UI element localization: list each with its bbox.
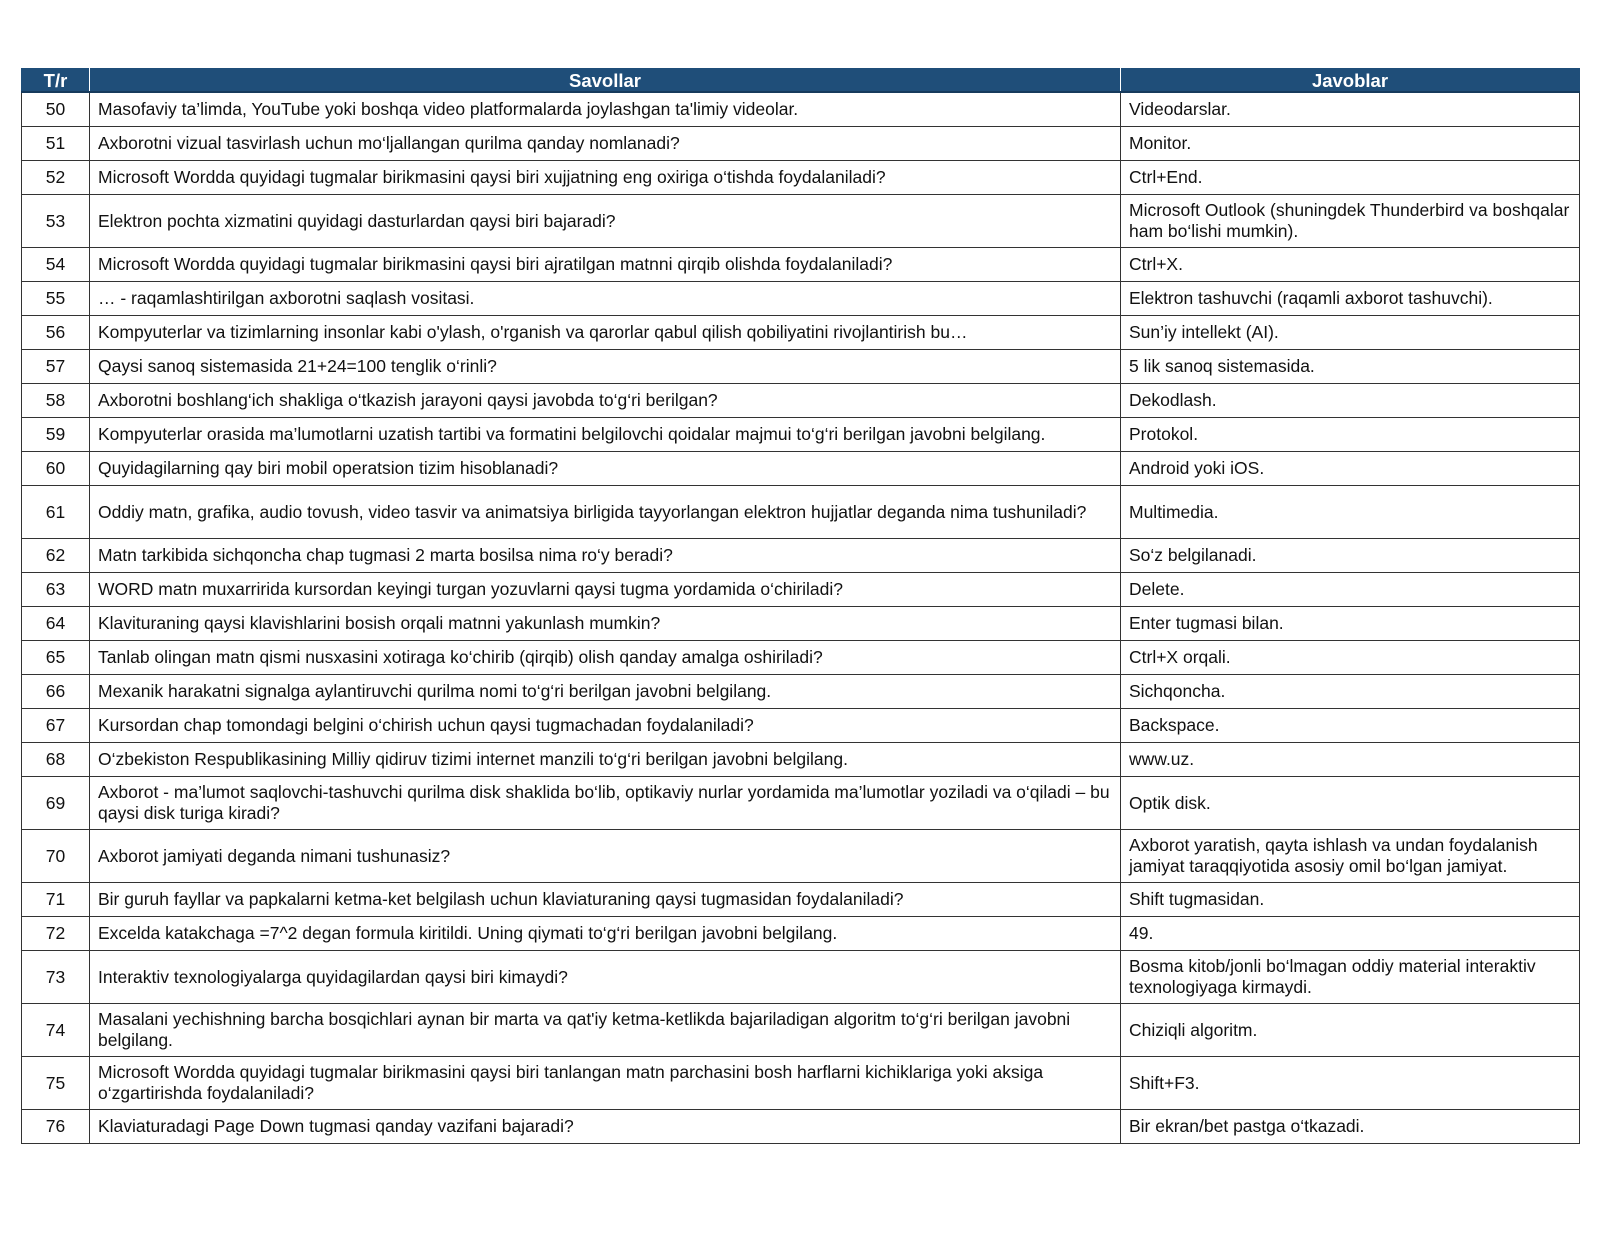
question-cell: Microsoft Wordda quyidagi tugmalar birikmasini qaysi biri ajratilgan matnni qirqib olishda foydalaniladi? — [90, 248, 1121, 282]
question-cell: O‘zbekiston Respublikasining Milliy qidiruv tizimi internet manzili to‘g‘ri berilgan javobni belgilang. — [90, 743, 1121, 777]
row-number: 51 — [22, 127, 90, 161]
answer-cell: Axborot yaratish, qayta ishlash va undan foydalanish jamiyat taraqqiyotida asosiy omil bo‘lgan jamiyat. — [1121, 830, 1580, 883]
question-cell: Kompyuterlar orasida ma’lumotlarni uzatish tartibi va formatini belgilovchi qoidalar majmui to‘g‘ri berilgan javobni belgilang. — [90, 418, 1121, 452]
table-row — [22, 384, 1580, 418]
row-number: 53 — [22, 195, 90, 248]
table-row — [22, 883, 1580, 917]
table-row — [22, 951, 1580, 1004]
answer-cell: Ctrl+End. — [1121, 161, 1580, 195]
table-row — [22, 486, 1580, 539]
question-cell: Bir guruh fayllar va papkalarni ketma-ket belgilash uchun klaviaturaning qaysi tugmasidan foydalaniladi? — [90, 883, 1121, 917]
table-row — [22, 418, 1580, 452]
row-number: 71 — [22, 883, 90, 917]
answer-cell: Monitor. — [1121, 127, 1580, 161]
row-number: 66 — [22, 675, 90, 709]
answer-cell: Dekodlash. — [1121, 384, 1580, 418]
answer-cell: Optik disk. — [1121, 777, 1580, 830]
question-cell: Interaktiv texnologiyalarga quyidagilardan qaysi biri kimaydi? — [90, 951, 1121, 1004]
row-number: 63 — [22, 573, 90, 607]
table-row — [22, 607, 1580, 641]
table-row — [22, 92, 1580, 127]
table-row — [22, 917, 1580, 951]
table-row — [22, 539, 1580, 573]
answer-cell: Delete. — [1121, 573, 1580, 607]
question-cell: Masalani yechishning barcha bosqichlari aynan bir marta va qat'iy ketma-ketlikda bajariladigan algoritm to‘g‘ri berilgan javobni belgilang. — [90, 1004, 1121, 1057]
table-row — [22, 127, 1580, 161]
answer-cell: Shift+F3. — [1121, 1057, 1580, 1110]
row-number: 54 — [22, 248, 90, 282]
question-cell: Kompyuterlar va tizimlarning insonlar kabi o'ylash, o'rganish va qarorlar qabul qilish qobiliyatini rivojlantirish bu… — [90, 316, 1121, 350]
question-cell: Masofaviy ta’limda, YouTube yoki boshqa video platformalarda joylashgan ta'limiy videolar. — [90, 92, 1121, 127]
table-row — [22, 248, 1580, 282]
question-cell: Elektron pochta xizmatini quyidagi dasturlardan qaysi biri bajaradi? — [90, 195, 1121, 248]
header-row — [22, 69, 1580, 93]
question-cell: … - raqamlashtirilgan axborotni saqlash vositasi. — [90, 282, 1121, 316]
row-number: 76 — [22, 1110, 90, 1144]
row-number: 70 — [22, 830, 90, 883]
row-number: 72 — [22, 917, 90, 951]
header-answers: Javoblar — [1121, 69, 1580, 93]
question-cell: Qaysi sanoq sistemasida 21+24=100 tenglik o‘rinli? — [90, 350, 1121, 384]
answer-cell: www.uz. — [1121, 743, 1580, 777]
question-cell: Microsoft Wordda quyidagi tugmalar birikmasini qaysi biri tanlangan matn parchasini bosh harflarni kichiklariga yoki aksiga o‘zgartirishda foydalaniladi? — [90, 1057, 1121, 1110]
answer-cell: Multimedia. — [1121, 486, 1580, 539]
answer-cell: Sun’iy intellekt (AI). — [1121, 316, 1580, 350]
row-number: 50 — [22, 92, 90, 127]
question-cell: Oddiy matn, grafika, audio tovush, video tasvir va animatsiya birligida tayyorlangan elektron hujjatlar deganda nima tushuniladi? — [90, 486, 1121, 539]
question-cell: Kursordan chap tomondagi belgini o‘chirish uchun qaysi tugmachadan foydalaniladi? — [90, 709, 1121, 743]
table-row — [22, 282, 1580, 316]
answer-cell: Enter tugmasi bilan. — [1121, 607, 1580, 641]
table-row — [22, 675, 1580, 709]
table-row — [22, 452, 1580, 486]
answer-cell: Bosma kitob/jonli bo‘lmagan oddiy material interaktiv texnologiyaga kirmaydi. — [1121, 951, 1580, 1004]
row-number: 68 — [22, 743, 90, 777]
answer-cell: Microsoft Outlook (shuningdek Thunderbird va boshqalar ham bo‘lishi mumkin). — [1121, 195, 1580, 248]
row-number: 59 — [22, 418, 90, 452]
question-cell: Matn tarkibida sichqoncha chap tugmasi 2 marta bosilsa nima ro‘y beradi? — [90, 539, 1121, 573]
row-number: 56 — [22, 316, 90, 350]
table-row — [22, 743, 1580, 777]
table-row — [22, 1057, 1580, 1110]
table-row — [22, 1004, 1580, 1057]
table-row — [22, 641, 1580, 675]
answer-cell: Protokol. — [1121, 418, 1580, 452]
answer-cell: Android yoki iOS. — [1121, 452, 1580, 486]
question-cell: Tanlab olingan matn qismi nusxasini xotiraga ko‘chirib (qirqib) olish qanday amalga oshiriladi? — [90, 641, 1121, 675]
table-row — [22, 316, 1580, 350]
table-row — [22, 830, 1580, 883]
answer-cell: Elektron tashuvchi (raqamli axborot tashuvchi). — [1121, 282, 1580, 316]
table-row — [22, 709, 1580, 743]
row-number: 65 — [22, 641, 90, 675]
table-body — [22, 92, 1580, 1144]
question-cell: Axborot jamiyati deganda nimani tushunasiz? — [90, 830, 1121, 883]
question-cell: Excelda katakchaga =7^2 degan formula kiritildi. Uning qiymati to‘g‘ri berilgan javobni belgilang. — [90, 917, 1121, 951]
row-number: 75 — [22, 1057, 90, 1110]
answer-cell: Bir ekran/bet pastga o‘tkazadi. — [1121, 1110, 1580, 1144]
row-number: 67 — [22, 709, 90, 743]
header-questions: Savollar — [90, 69, 1121, 93]
table-row — [22, 350, 1580, 384]
row-number: 55 — [22, 282, 90, 316]
answer-cell: Ctrl+X. — [1121, 248, 1580, 282]
question-cell: Quyidagilarning qay biri mobil operatsion tizim hisoblanadi? — [90, 452, 1121, 486]
table-header — [22, 69, 1580, 93]
table-row — [22, 573, 1580, 607]
table-row — [22, 161, 1580, 195]
row-number: 52 — [22, 161, 90, 195]
question-cell: Klaviaturadagi Page Down tugmasi qanday vazifani bajaradi? — [90, 1110, 1121, 1144]
header-number: T/r — [22, 69, 90, 93]
answer-cell: Videodarslar. — [1121, 92, 1580, 127]
answer-cell: Sichqoncha. — [1121, 675, 1580, 709]
row-number: 64 — [22, 607, 90, 641]
answer-cell: 49. — [1121, 917, 1580, 951]
row-number: 62 — [22, 539, 90, 573]
row-number: 74 — [22, 1004, 90, 1057]
question-cell: Axborotni vizual tasvirlash uchun mo‘ljallangan qurilma qanday nomlanadi? — [90, 127, 1121, 161]
question-cell: Mexanik harakatni signalga aylantiruvchi qurilma nomi to‘g‘ri berilgan javobni belgilang. — [90, 675, 1121, 709]
question-cell: Microsoft Wordda quyidagi tugmalar birikmasini qaysi biri xujjatning eng oxiriga o‘tishda foydalaniladi? — [90, 161, 1121, 195]
qa-table — [21, 68, 1580, 1144]
answer-cell: Backspace. — [1121, 709, 1580, 743]
answer-cell: 5 lik sanoq sistemasida. — [1121, 350, 1580, 384]
table-row — [22, 195, 1580, 248]
question-cell: WORD matn muxarririda kursordan keyingi turgan yozuvlarni qaysi tugma yordamida o‘chiriladi? — [90, 573, 1121, 607]
row-number: 61 — [22, 486, 90, 539]
answer-cell: So‘z belgilanadi. — [1121, 539, 1580, 573]
row-number: 73 — [22, 951, 90, 1004]
row-number: 69 — [22, 777, 90, 830]
row-number: 60 — [22, 452, 90, 486]
answer-cell: Ctrl+X orqali. — [1121, 641, 1580, 675]
answer-cell: Chiziqli algoritm. — [1121, 1004, 1580, 1057]
answer-cell: Shift tugmasidan. — [1121, 883, 1580, 917]
row-number: 57 — [22, 350, 90, 384]
table-row — [22, 777, 1580, 830]
question-cell: Klavituraning qaysi klavishlarini bosish orqali matnni yakunlash mumkin? — [90, 607, 1121, 641]
question-cell: Axborotni boshlang‘ich shakliga o‘tkazish jarayoni qaysi javobda to‘g‘ri berilgan? — [90, 384, 1121, 418]
table-row — [22, 1110, 1580, 1144]
question-cell: Axborot - ma’lumot saqlovchi-tashuvchi qurilma disk shaklida bo‘lib, optikaviy nurlar yordamida ma’lumotlar yoziladi va o‘qiladi – bu qaysi disk turiga kiradi? — [90, 777, 1121, 830]
row-number: 58 — [22, 384, 90, 418]
